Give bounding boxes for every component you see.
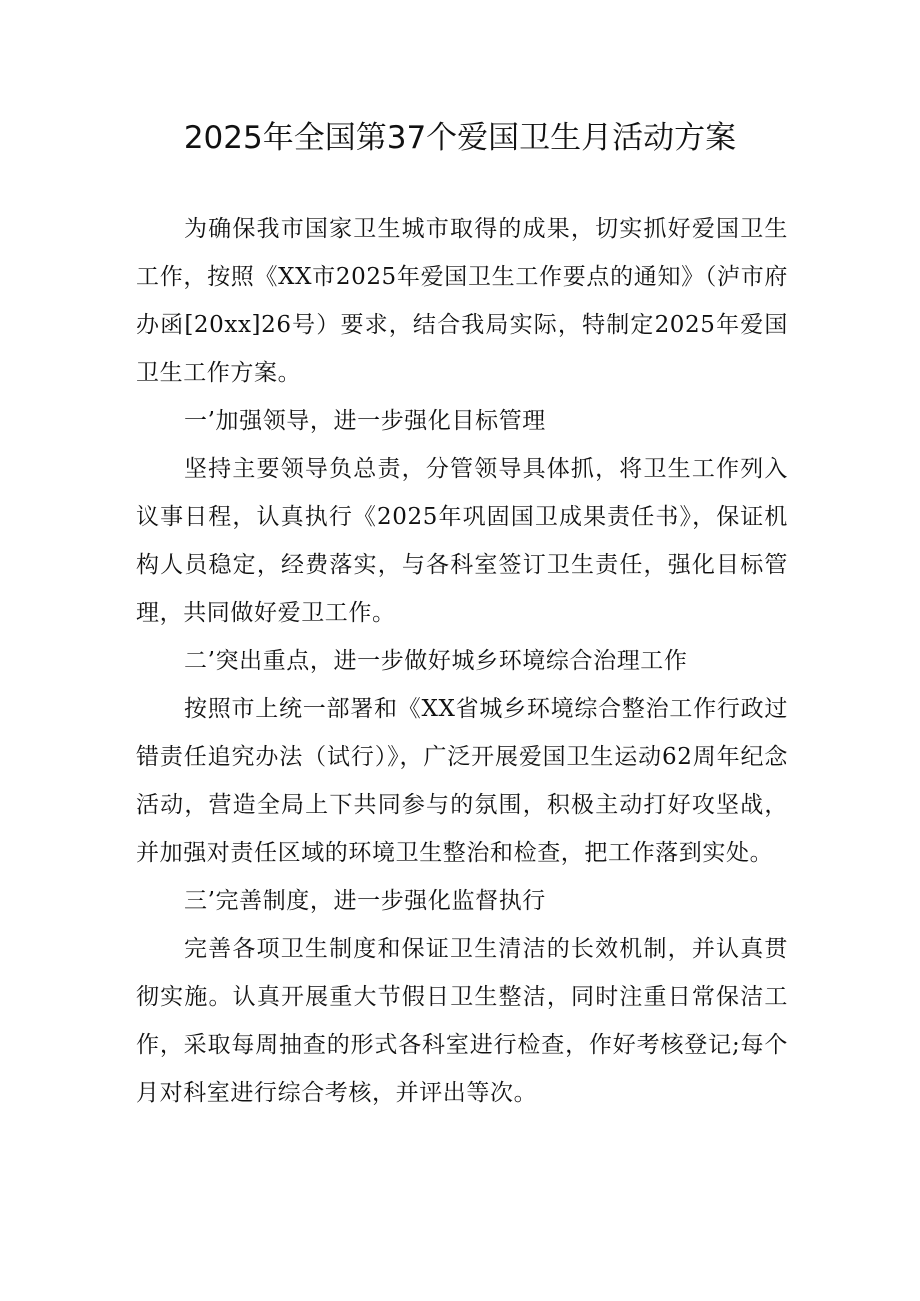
paragraph-section-2: 按照市上统一部署和《XX省城乡环境综合整治工作行政过错责任追究办法（试行）》，广泛开展爱国卫生运动62周年纪念活动，营造全局上下共同参与的氛围，积极主动打好攻坚战，并加强对责任区域的环境卫生整治和检查，把工作落到实处。: [136, 696, 788, 866]
paragraph-section-3: 完善各项卫生制度和保证卫生清洁的长效机制，并认真贯彻实施。认真开展重大节假日卫生整洁，同时注重日常保洁工作，采取每周抽查的形式各科室进行检查，作好考核登记;每个月对科室进行综合考核，并评出等次。: [136, 936, 788, 1106]
document-title: 2025年全国第37个爱国卫生月活动方案: [183, 120, 737, 156]
section-heading-3: 三’完善制度，进一步强化监督执行: [184, 888, 546, 914]
section-heading-1: 一’加强领导，进一步强化目标管理: [184, 408, 546, 434]
document-body: [136, 205, 788, 1117]
paragraph-section-1: 坚持主要领导负总责，分管领导具体抓，将卫生工作列入议事日程，认真执行《2025年巩固国卫成果责任书》，保证机构人员稳定，经费落实，与各科室签订卫生责任，强化目标管理，共同做好爱卫工作。: [136, 456, 788, 626]
paragraph-intro: 为确保我市国家卫生城市取得的成果，切实抓好爱国卫生工作，按照《XX市2025年爱国卫生工作要点的通知》（泸市府办函[20xx]26号）要求，结合我局实际，特制定2025年爱国卫生工作方案。: [136, 216, 788, 386]
section-heading-2: 二’突出重点，进一步做好城乡环境综合治理工作: [184, 648, 688, 674]
